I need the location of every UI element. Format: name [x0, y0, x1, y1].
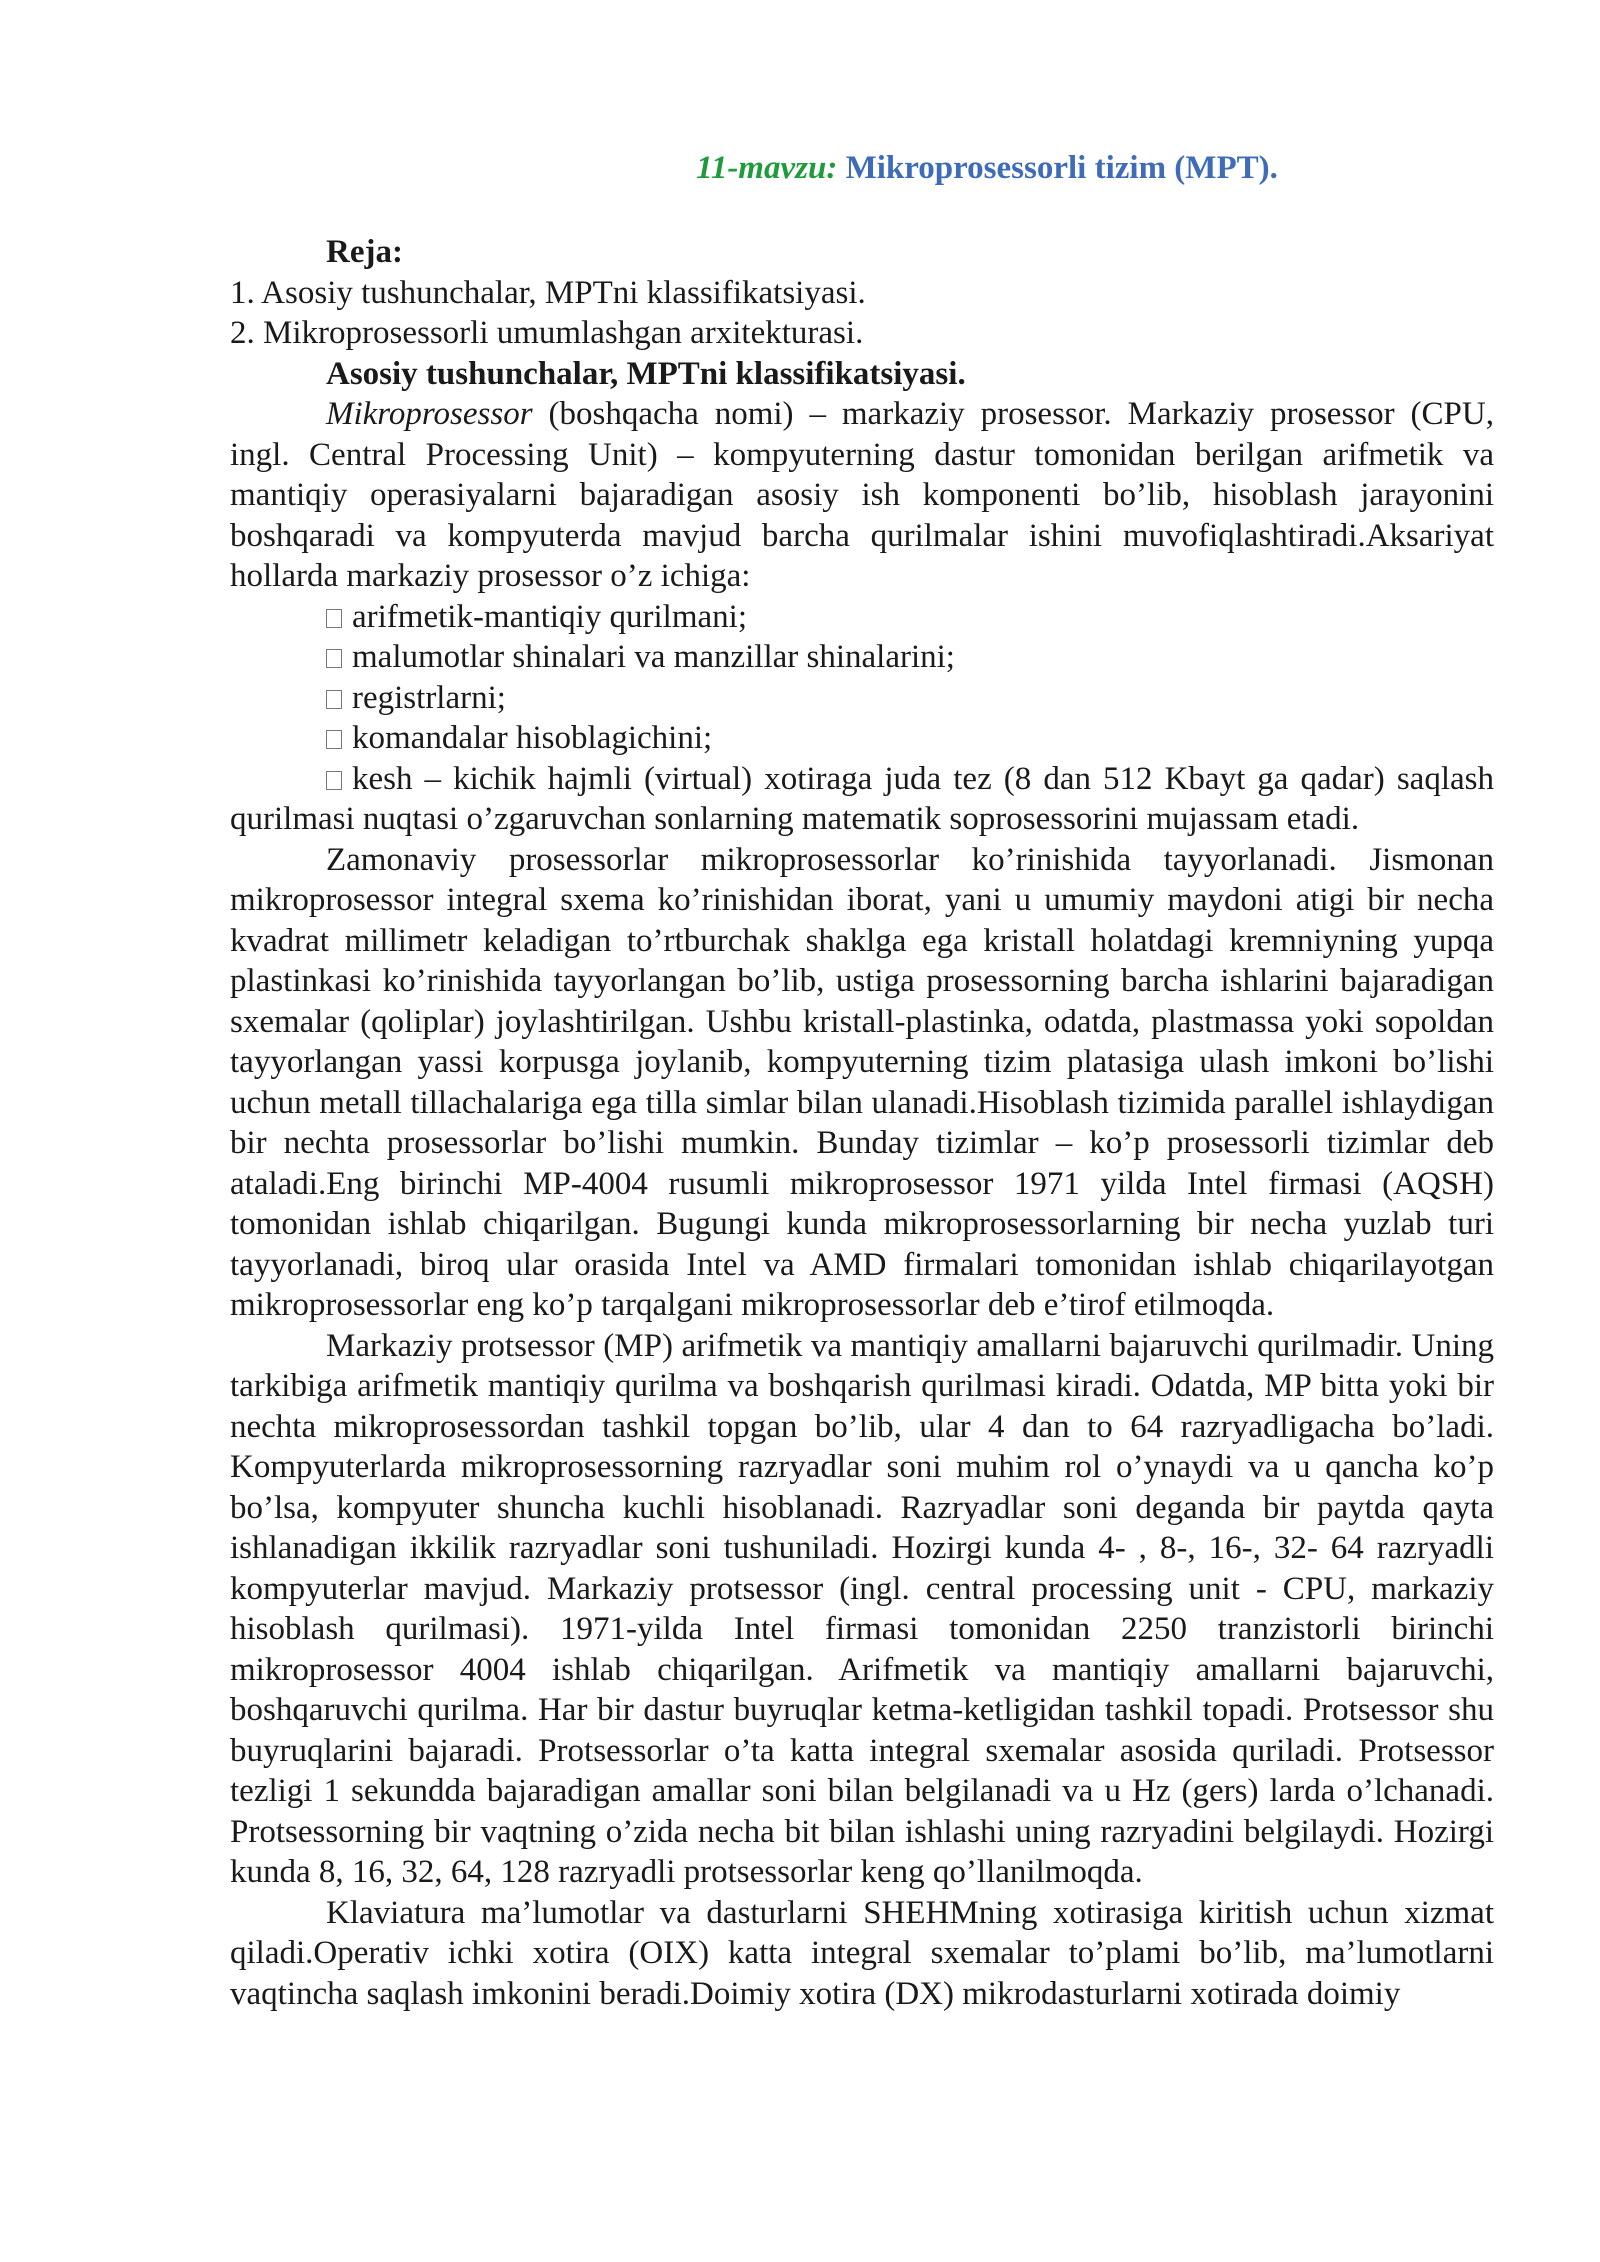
section-heading: Asosiy tushunchalar, MPTni klassifikatsiyasi. — [326, 355, 966, 392]
checkbox-bullet-icon — [326, 771, 342, 790]
title-text: Mikroprosessorli tizim (MPT). — [837, 150, 1278, 186]
document-content — [230, 148, 1494, 2014]
checkbox-bullet-icon — [326, 609, 342, 628]
list-item-text: malumotlar shinalari va manzillar shinalarini; — [352, 639, 955, 675]
list-item — [326, 718, 1494, 759]
checkbox-bullet-icon — [326, 690, 342, 709]
list-item — [326, 637, 1494, 678]
body-paragraph: Markaziy protsessor (MP) arifmetik va mantiqiy amallarni bajaruvchi qurilmadir. Uning tarkibiga arifmetik mantiqiy qurilma va boshqarish qurilmasi kiradi. Odatda, MP bitta yoki bir nechta mikroprosessordan tashkil topgan bo’lib, ular 4 dan to 64 razryadligacha bo’ladi. Kompyuterlarda mikroprosessorning razryadlar soni muhim rol o’ynaydi va u qancha ko’p bo’lsa, kompyuter shuncha kuchli hisoblanadi. Razryadlar soni deganda bir paytda qayta ishlanadigan ikkilik razryadlar soni tushuniladi. Hozirgi kunda 4- , 8-, 16-, 32- 64 razryadli kompyuterlar mavjud. Markaziy protsessor (ingl. central processing unit - CPU, markaziy hisoblash qurilmasi). 1971-yilda Intel firmasi tomonidan 2250 tranzistorli birinchi mikroprosessor 4004 ishlab chiqarilgan. Arifmetik va mantiqiy amallarni bajaruvchi, boshqaruvchi qurilma. Har bir dastur buyruqlar ketma-ketligidan tashkil topadi. Protsessor shu buyruqlarini bajaradi. Protsessorlar o’ta katta integral sxemalar asosida quriladi. Protsessor tezligi 1 sekundda bajaradigan amallar soni bilan belgilanadi va u Hz (gers) larda o’lchanadi. Protsessorning bir vaqtning o’zida necha bit bilan ishlashi uning razryadini belgilaydi. Hozirgi kunda 8, 16, 32, 64, 128 razryadli protsessorlar keng qo’llanilmoqda. — [230, 1327, 1494, 1890]
intro-paragraph — [230, 394, 1494, 597]
title-number: 11-mavzu: — [696, 150, 838, 186]
body-paragraph: Klaviatura ma’lumotlar va dasturlarni SHEHMning xotirasiga kiritish uchun xizmat qiladi.Operativ ichki xotira (OIX) katta integral sxemalar to’plami bo’lib, ma’lumotlarni vaqtincha saqlash imkonini beradi.Doimiy xotira (DX) mikrodasturlarni xotirada doimiy — [230, 1894, 1494, 2012]
list-item — [326, 597, 1494, 638]
list-item — [230, 759, 1494, 840]
plan-item: 1. Asosiy tushunchalar, MPTni klassifikatsiyasi. — [230, 274, 866, 311]
plan-heading: Reja: — [326, 234, 403, 270]
list-item-text: kesh – kichik hajmli (virtual) xotiraga juda tez (8 dan 512 Kbayt ga qadar) saqlash qurilmasi nuqtasi o’zgaruvchan sonlarning matematik soprosessorini mujassam etadi. — [230, 760, 1494, 837]
intro-term: Mikroprosessor — [326, 396, 533, 432]
list-item-text: arifmetik-mantiqiy qurilmani; — [352, 598, 747, 635]
list-item — [326, 678, 1494, 719]
body-paragraph: Zamonaviy prosessorlar mikroprosessorlar ko’rinishida tayyorlanadi. Jismonan mikroprosessor integral sxema ko’rinishidan iborat, yani u umumiy maydoni atigi bir necha kvadrat millimetr keladigan to’rtburchak shaklga ega kristall holatdagi kremniyning yupqa plastinkasi ko’rinishida tayyorlangan bo’lib, ustiga prosessorning barcha ishlarini bajaradigan sxemalar (qoliplar) joylashtirilgan. Ushbu kristall-plastinka, odatda, plastmassa yoki sopoldan tayyorlangan yassi korpusga joylanib, kompyuterning tizim platasiga ulash imkoni bo’lishi uchun metall tillachalariga ega tilla simlar bilan ulanadi.Hisoblash tizimida parallel ishlaydigan bir nechta prosessorlar bo’lishi mumkin. Bunday tizimlar – ko’p prosessorli tizimlar deb ataladi.Eng birinchi MP-4004 rusumli mikroprosessor 1971 yilda Intel firmasi (AQSH) tomonidan ishlab chiqarilgan. Bugungi kunda mikroprosessorlarning bir necha yuzlab turi tayyorlanadi, biroq ular orasida Intel va AMD firmalari tomonidan ishlab chiqarilayotgan mikroprosessorlar eng ko’p tarqalgani mikroprosessorlar deb e’tirof etilmoqda. — [230, 841, 1494, 1323]
intro-text: (boshqacha nomi) – markaziy prosessor. Markaziy prosessor (CPU, ingl. Central Processing Unit) – kompyuterning dastur tomonidan berilgan arifmetik va mantiqiy operasiyalarni bajaradigan asosiy ish komponenti bo’lib, hisoblash jarayonini boshqaradi va kompyuterda mavjud barcha qurilmalar ishini muvofiqlashtiradi.Aksariyat hollarda markaziy prosessor o’z ichiga: — [230, 396, 1494, 594]
list-item-text: registrlarni; — [352, 679, 506, 716]
list-item-text: komandalar hisoblagichini; — [352, 720, 713, 756]
checkbox-bullet-icon — [326, 730, 342, 749]
page-title — [480, 148, 1494, 189]
checkbox-bullet-icon — [326, 649, 342, 668]
plan-item: 2. Mikroprosessorli umumlashgan arxitekturasi. — [230, 315, 864, 351]
